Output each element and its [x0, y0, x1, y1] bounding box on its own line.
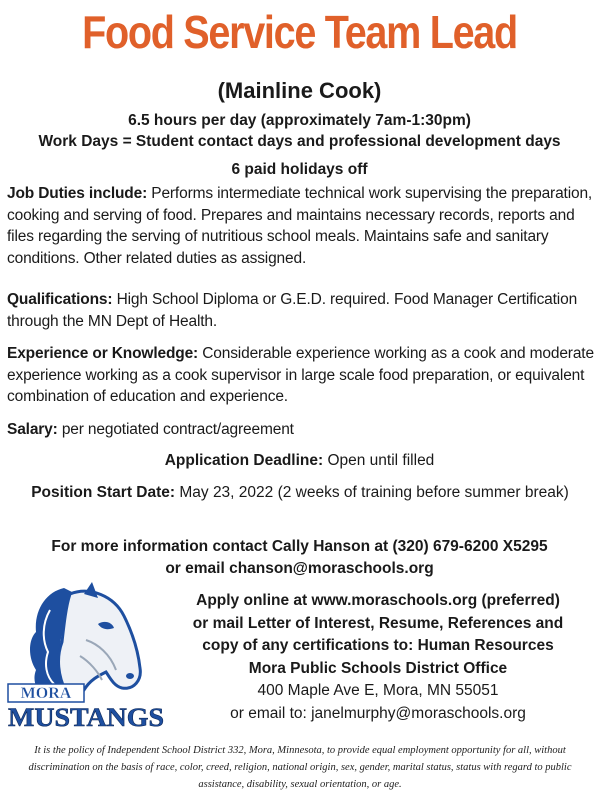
salary-label: Salary:: [7, 421, 58, 438]
apply-line-3: copy of any certifications to: Human Resources: [202, 637, 554, 654]
qualifications-section: [7, 289, 595, 332]
logo-word-mora: MORA: [20, 685, 72, 702]
logo-word-mustangs: MUSTANGS: [8, 703, 165, 732]
job-duties-section: [7, 183, 595, 269]
apply-line-6: or email to: janelmurphy@moraschools.org: [230, 704, 526, 722]
hours-line: 6.5 hours per day (approximately 7am-1:30pm): [128, 112, 471, 129]
equal-opportunity-policy: It is the policy of Independent School District 332, Mora, Minnesota, to provide equal employment opportunity for all, without discrimination on the basis of race, color, creed, religion, national origin, sex, gender, marital status, status with regard to public assistance, disability, sexual orientation, or age.: [28, 745, 572, 790]
job-duties-label: Job Duties include:: [7, 185, 148, 202]
deadline-label: Application Deadline:: [164, 452, 324, 469]
experience-text: Considerable experience working as a cook and moderate experience working as a cook supervisor in large scale food preparation, or equivalent combination of education and experience.: [7, 345, 594, 405]
application-deadline: [0, 450, 599, 471]
salary-text: per negotiated contract/agreement: [57, 421, 294, 438]
contact-line-2: or email chanson@moraschools.org: [165, 560, 434, 577]
contact-line-1: For more information contact Cally Hanson at (320) 679-6200 X5295: [51, 538, 548, 555]
mustang-horse-head-icon: [30, 582, 140, 698]
mora-mustangs-logo: [6, 580, 166, 732]
qualifications-text: High School Diploma or G.E.D. required. Food Manager Certification through the MN Dept of Health.: [7, 291, 578, 330]
apply-line-5: 400 Maple Ave E, Mora, MN 55051: [257, 682, 499, 699]
experience-label: Experience or Knowledge:: [7, 345, 199, 362]
page-title: Food Service Team Lead: [82, 6, 517, 58]
start-date-label: Position Start Date:: [31, 484, 176, 501]
experience-section: [7, 343, 595, 408]
holidays-line: 6 paid holidays off: [231, 161, 368, 178]
job-duties-text: Performs intermediate technical work supervising the preparation, cooking and serving of food. Prepares and maintains necessary records, reports and files regarding the serving of nutritious school meals. Maintains safe and sanitary conditions. Other related duties as assigned.: [7, 185, 593, 267]
position-start-date: [20, 482, 580, 504]
work-days-line: Work Days = Student contact days and professional development days: [38, 133, 561, 150]
qualifications-label: Qualifications:: [7, 291, 113, 308]
start-date-text: May 23, 2022 (2 weeks of training before summer break): [175, 484, 569, 501]
apply-instructions: [160, 590, 596, 725]
apply-line-2: or mail Letter of Interest, Resume, References and: [192, 614, 564, 632]
apply-line-1: Apply online at www.moraschools.org (preferred): [196, 592, 560, 609]
deadline-text: Open until filled: [323, 452, 435, 469]
apply-line-4: Mora Public Schools District Office: [248, 659, 508, 677]
page-subtitle: (Mainline Cook): [217, 78, 382, 103]
salary-section: [7, 419, 595, 441]
